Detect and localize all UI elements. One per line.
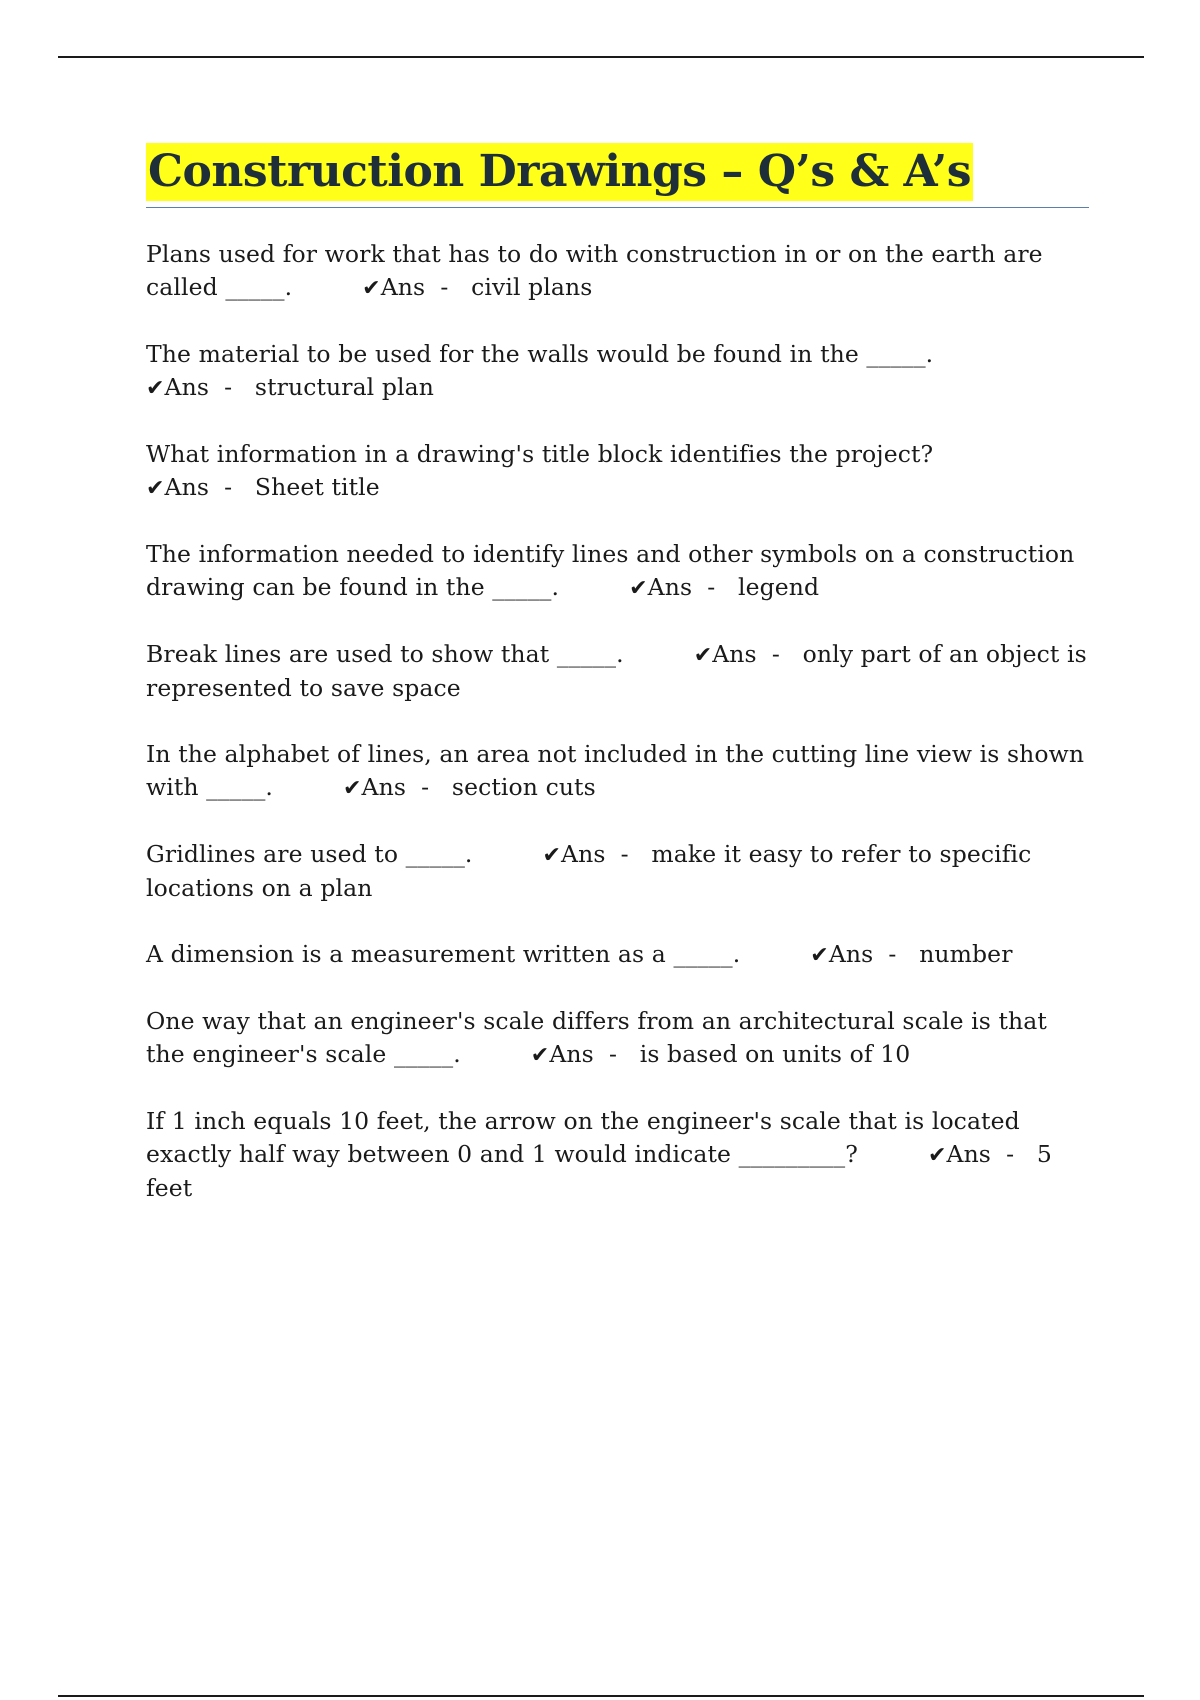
answer-label: Ans <box>712 640 757 668</box>
answer-dash: - <box>421 773 430 801</box>
answer-text: civil plans <box>471 273 593 301</box>
question-text: Break lines are used to show that _____. <box>146 640 624 668</box>
page-title: Construction Drawings – Q’s & A’s <box>146 143 973 201</box>
answer-label: Ans <box>164 373 210 401</box>
qa-item <box>146 838 1089 905</box>
checkmark-icon: ✔ <box>343 776 362 801</box>
checkmark-icon: ✔ <box>693 643 713 668</box>
qa-item <box>146 638 1089 705</box>
answer-dash: - <box>1006 1140 1015 1168</box>
answer-text: section cuts <box>451 773 596 801</box>
checkmark-icon: ✔ <box>530 1043 550 1068</box>
question-text: The information needed to identify lines and other symbols on a construction drawing can be found in the _____. <box>146 540 1075 601</box>
answer-text: legend <box>738 573 820 601</box>
answer-dash: - <box>608 1040 617 1068</box>
checkmark-icon: ✔ <box>362 276 381 301</box>
answer-text: number <box>919 940 1013 968</box>
checkmark-icon: ✔ <box>927 1143 947 1168</box>
qa-item <box>146 1105 1089 1205</box>
answer-dash: - <box>888 940 897 968</box>
answer-dash: - <box>771 640 780 668</box>
answer-text: make it easy to refer to specific locations on a plan <box>146 840 1032 902</box>
answer-dash: - <box>620 840 629 868</box>
answer-label: Ans <box>647 573 693 601</box>
answer-dash: - <box>224 373 233 401</box>
checkmark-icon: ✔ <box>542 843 562 868</box>
answer-label: Ans <box>828 940 874 968</box>
qa-item <box>146 338 1089 405</box>
checkmark-icon: ✔ <box>810 943 829 968</box>
answer-text: Sheet title <box>254 473 380 501</box>
question-text: One way that an engineer's scale differs from an architectural scale is that the engineer's scale _____. <box>146 1007 1047 1068</box>
question-text: Plans used for work that has to do with construction in or on the earth are called _____. <box>146 240 1043 301</box>
answer-dash: - <box>440 273 449 301</box>
answer-text: is based on units of 10 <box>639 1040 911 1068</box>
title-block <box>146 143 1089 208</box>
question-text: A dimension is a measurement written as a _____. <box>146 940 741 968</box>
question-text: What information in a drawing's title block identifies the project? <box>146 440 934 468</box>
answer-text: structural plan <box>254 373 434 401</box>
answer-label: Ans <box>361 773 407 801</box>
bottom-rule <box>58 1695 1144 1697</box>
top-rule <box>58 56 1144 58</box>
answer-label: Ans <box>549 1040 594 1068</box>
answer-dash: - <box>707 573 716 601</box>
checkmark-icon: ✔ <box>146 476 165 501</box>
checkmark-icon: ✔ <box>629 576 648 601</box>
qa-item <box>146 938 1089 972</box>
question-text: In the alphabet of lines, an area not included in the cutting line view is shown with _____. <box>146 740 1085 801</box>
answer-label: Ans <box>380 273 426 301</box>
question-text: The material to be used for the walls would be found in the _____. <box>146 340 934 368</box>
answer-dash: - <box>224 473 233 501</box>
qa-item <box>146 538 1089 605</box>
question-text: Gridlines are used to _____. <box>146 840 473 868</box>
answer-label: Ans <box>946 1140 991 1168</box>
answer-text: 5 feet <box>146 1140 1052 1202</box>
answer-label: Ans <box>164 473 210 501</box>
answer-label: Ans <box>561 840 606 868</box>
qa-item <box>146 438 1089 505</box>
checkmark-icon: ✔ <box>146 376 165 401</box>
qa-list <box>146 238 1089 1205</box>
qa-item <box>146 738 1089 805</box>
document-body <box>146 143 1089 1238</box>
answer-text: only part of an object is represented to save space <box>146 640 1087 702</box>
qa-item <box>146 1005 1089 1072</box>
question-text: If 1 inch equals 10 feet, the arrow on the engineer's scale that is located exactly half way between 0 and 1 would indicate _________? <box>146 1107 1020 1168</box>
qa-item <box>146 238 1089 305</box>
